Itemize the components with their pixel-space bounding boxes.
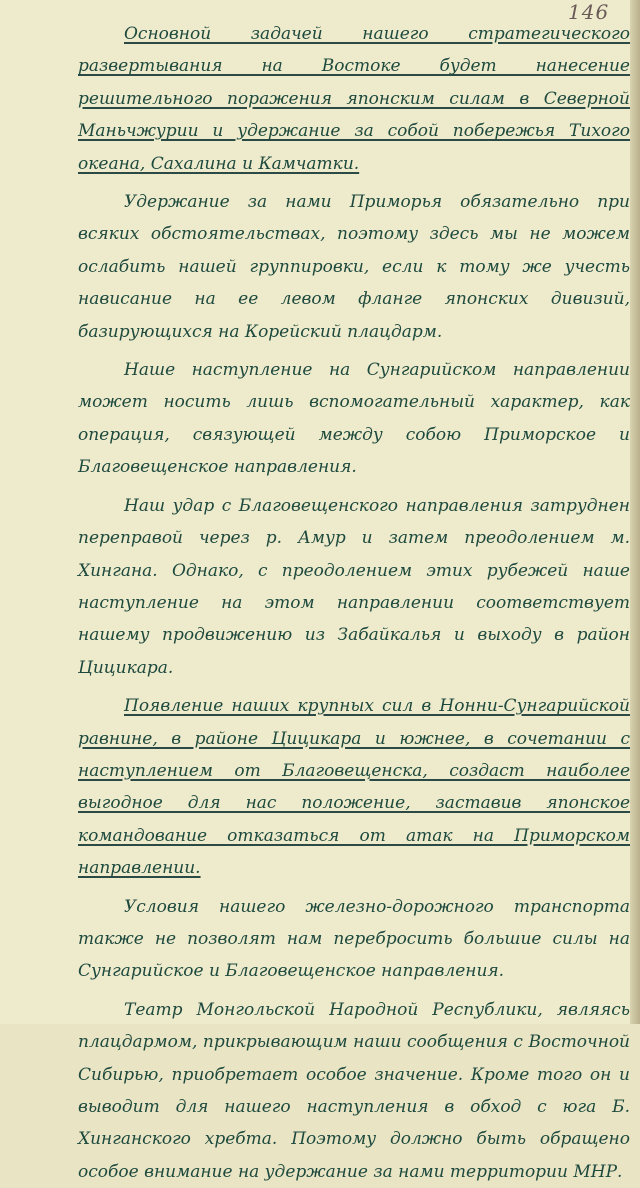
paragraph-6-text: Условия нашего железно-дорожного транспорта также не позволят нам перебросить большие силы на Сунгарийское и Благовещенское направления. <box>78 896 630 982</box>
paragraph-1-text: Основной задачей нашего стратегического развертывания на Востоке будет нанесение решительного поражения японским силам в Северной Маньчжурии и удержание за собой побережья Тихого океана, Сахалина и Камчатки. <box>78 24 630 174</box>
paragraph-5 <box>78 690 630 884</box>
paragraph-1 <box>78 18 630 180</box>
paragraph-7 <box>78 994 630 1188</box>
paragraph-2 <box>78 186 630 348</box>
paragraph-2-text: Удержание за нами Приморья обязательно при всяких обстоятельствах, поэтому здесь мы не можем ослабить нашей группировки, если к тому же учесть нависание на ее левом фланге японских дивизий, базирующихся на Корейский плацдарм. <box>78 192 630 342</box>
paragraph-4 <box>78 490 630 684</box>
paragraph-4-text: Наш удар с Благовещенского направления затруднен переправой через р. Амур и затем преодолением м. Хингана. Однако, с преодолением этих рубежей наше наступление на этом направлении соответствует нашему продвижению из Забайкалья и выходу в район Цицикара. <box>78 495 630 678</box>
paragraph-5-text: Появление наших крупных сил в Нонни-Сунгарийской равнине, в районе Цицикара и южнее, в сочетании с наступлением от Благовещенска, создаст наиболее выгодное для нас положение, заставив японское командование отказаться от атак на Приморском направлении. <box>78 696 630 879</box>
page-number: 146 <box>568 0 610 24</box>
page-edge <box>630 0 640 1024</box>
paragraph-3 <box>78 354 630 484</box>
paragraph-6 <box>78 891 630 988</box>
paragraph-7-text: Театр Монгольской Народной Республики, являясь плацдармом, прикрывающим наши сообщения с Восточной Сибирью, приобретает особое значение. Кроме того он и выводит для нашего наступления в обход с юга Б. Хинганского хребта. Поэтому должно быть обращено особое внимание на удержание за нами территории МНР. <box>78 999 630 1182</box>
handwritten-text-block <box>78 18 630 1188</box>
paragraph-3-text: Наше наступление на Сунгарийском направлении может носить лишь вспомогательный характер, как операция, связующей между собою Приморское и Благовещенское направления. <box>78 360 630 478</box>
